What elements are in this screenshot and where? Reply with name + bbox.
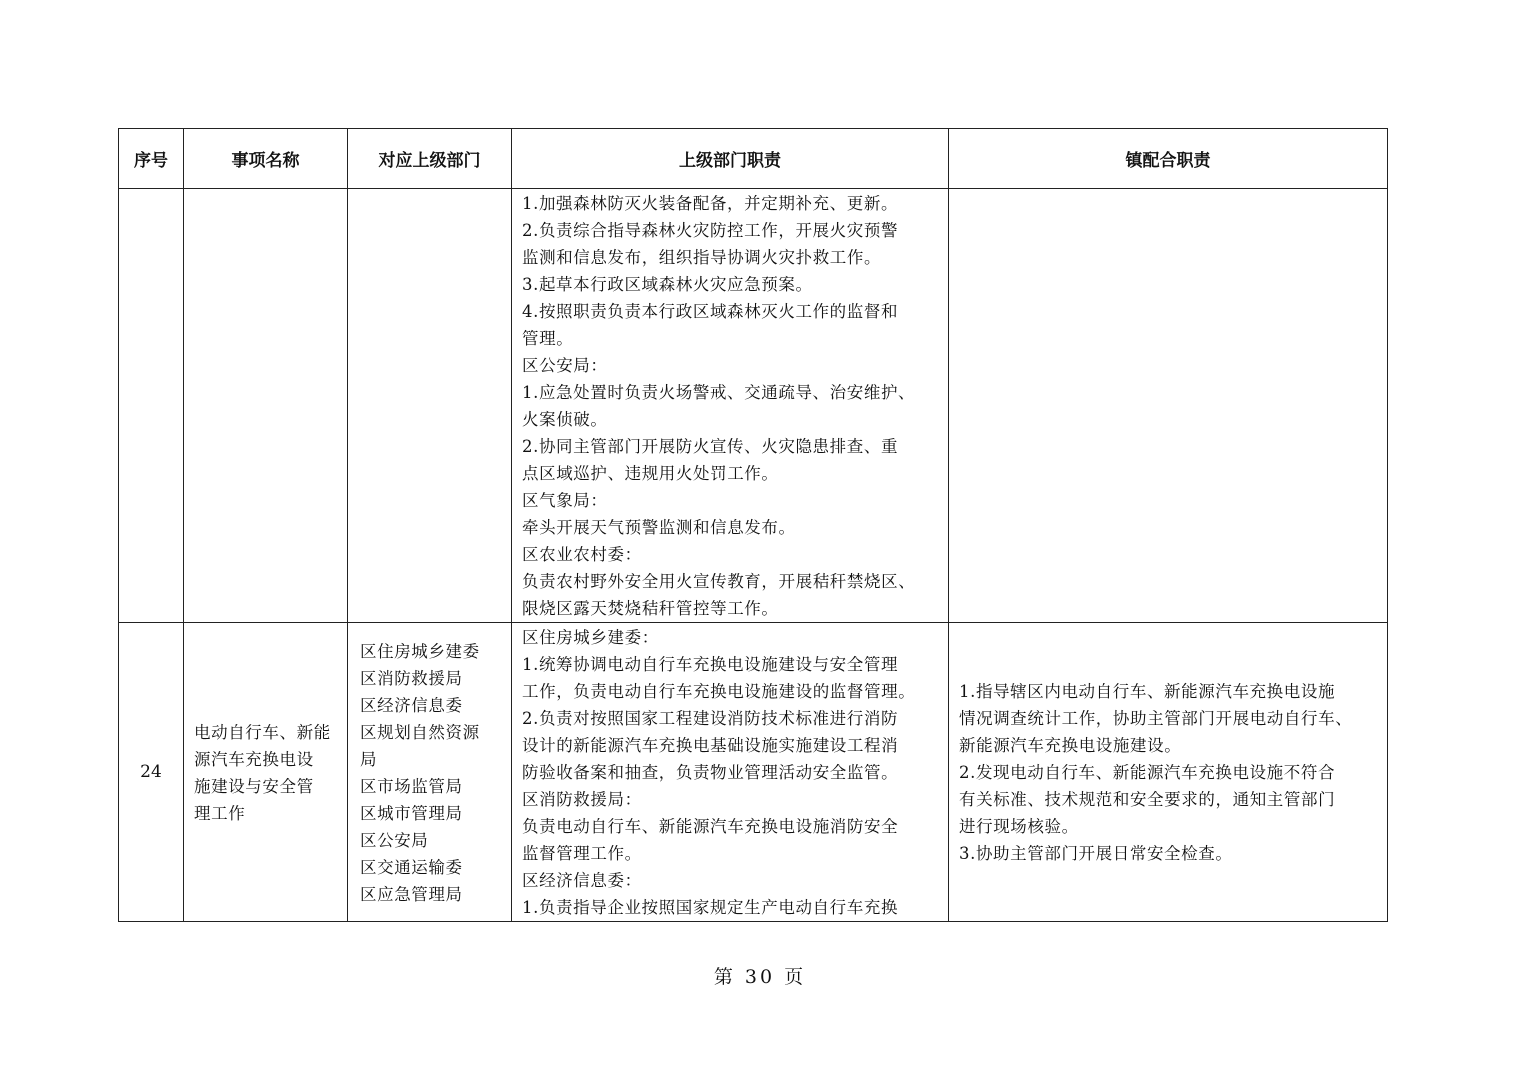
text-line: 施建设与安全管 — [194, 776, 314, 796]
text-line: 3.起草本行政区域森林火灾应急预案。 — [522, 275, 813, 294]
text-line: 区经济信息委 — [360, 695, 463, 715]
text-line: 2.协同主管部门开展防火宣传、火灾隐患排查、重 — [522, 437, 899, 456]
text-line: 源汽车充换电设 — [194, 749, 314, 769]
text-line: 1.统筹协调电动自行车充换电设施建设与安全管理 — [522, 655, 899, 674]
cell-item-name — [184, 189, 348, 623]
header-upper-duties: 上级部门职责 — [512, 129, 949, 189]
text-line: 区消防救援局： — [522, 790, 642, 809]
header-town-duties: 镇配合职责 — [949, 129, 1388, 189]
text-line: 限烧区露天焚烧秸秆管控等工作。 — [522, 599, 779, 618]
text-line: 管理。 — [522, 329, 574, 348]
text-line: 有关标准、技术规范和安全要求的，通知主管部门 — [959, 790, 1336, 809]
text-line: 4.按照职责负责本行政区域森林灭火工作的监督和 — [522, 302, 899, 321]
table-row — [119, 623, 1388, 922]
text-line: 新能源汽车充换电设施建设。 — [959, 736, 1182, 755]
header-seq: 序号 — [119, 129, 184, 189]
text-line: 情况调查统计工作，协助主管部门开展电动自行车、 — [959, 709, 1353, 728]
text-line: 牵头开展天气预警监测和信息发布。 — [522, 518, 796, 537]
text-line: 1.负责指导企业按照国家规定生产电动自行车充换 — [522, 898, 899, 917]
text-line: 1.指导辖区内电动自行车、新能源汽车充换电设施 — [959, 682, 1336, 701]
text-line: 监督管理工作。 — [522, 844, 642, 863]
text-line: 区公安局： — [522, 356, 608, 375]
cell-upper-duties — [512, 189, 949, 623]
text-line: 2.发现电动自行车、新能源汽车充换电设施不符合 — [959, 763, 1336, 782]
cell-departments — [348, 189, 512, 623]
text-line: 2.负责对按照国家工程建设消防技术标准进行消防 — [522, 709, 899, 728]
text-line: 区住房城乡建委： — [522, 628, 659, 647]
text-line: 区住房城乡建委 — [360, 641, 480, 661]
cell-upper-duties — [512, 623, 949, 922]
text-line: 区应急管理局 — [360, 884, 463, 904]
text-line: 2.负责综合指导森林火灾防控工作，开展火灾预警 — [522, 221, 899, 240]
text-line: 1.加强森林防灭火装备配备，并定期补充、更新。 — [522, 194, 899, 213]
seq-value: 24 — [140, 762, 162, 782]
text-line: 进行现场核验。 — [959, 817, 1079, 836]
text-line: 区公安局 — [360, 830, 429, 850]
text-line: 防验收备案和抽查，负责物业管理活动安全监管。 — [522, 763, 899, 782]
header-department: 对应上级部门 — [348, 129, 512, 189]
responsibility-table — [118, 128, 1388, 922]
text-line: 局 — [360, 749, 378, 769]
text-line: 工作，负责电动自行车充换电设施建设的监督管理。 — [522, 682, 916, 701]
text-line: 火案侦破。 — [522, 410, 608, 429]
table-row — [119, 189, 1388, 623]
cell-item-name — [184, 623, 348, 922]
text-line: 区市场监管局 — [360, 776, 463, 796]
text-line: 区气象局： — [522, 491, 608, 510]
text-line: 电动自行车、新能 — [194, 722, 331, 742]
text-line: 理工作 — [194, 803, 246, 823]
text-line: 负责农村野外安全用火宣传教育，开展秸秆禁烧区、 — [522, 572, 916, 591]
text-line: 点区域巡护、违规用火处罚工作。 — [522, 464, 779, 483]
text-line: 负责电动自行车、新能源汽车充换电设施消防安全 — [522, 817, 899, 836]
table-header-row — [119, 129, 1388, 189]
text-line: 3.协助主管部门开展日常安全检查。 — [959, 844, 1233, 863]
header-item-name: 事项名称 — [184, 129, 348, 189]
text-line: 区农业农村委： — [522, 545, 642, 564]
text-line: 区规划自然资源 — [360, 722, 480, 742]
text-line: 1.应急处置时负责火场警戒、交通疏导、治安维护、 — [522, 383, 916, 402]
text-line: 区经济信息委： — [522, 871, 642, 890]
cell-seq — [119, 189, 184, 623]
cell-town-duties — [949, 189, 1388, 623]
text-line: 监测和信息发布，组织指导协调火灾扑救工作。 — [522, 248, 882, 267]
text-line: 设计的新能源汽车充换电基础设施实施建设工程消 — [522, 736, 899, 755]
text-line: 区城市管理局 — [360, 803, 463, 823]
page-number: 第 30 页 — [713, 966, 807, 988]
cell-seq — [119, 623, 184, 922]
text-line: 区消防救援局 — [360, 668, 463, 688]
cell-town-duties — [949, 623, 1388, 922]
cell-departments — [348, 623, 512, 922]
text-line: 区交通运输委 — [360, 857, 463, 877]
